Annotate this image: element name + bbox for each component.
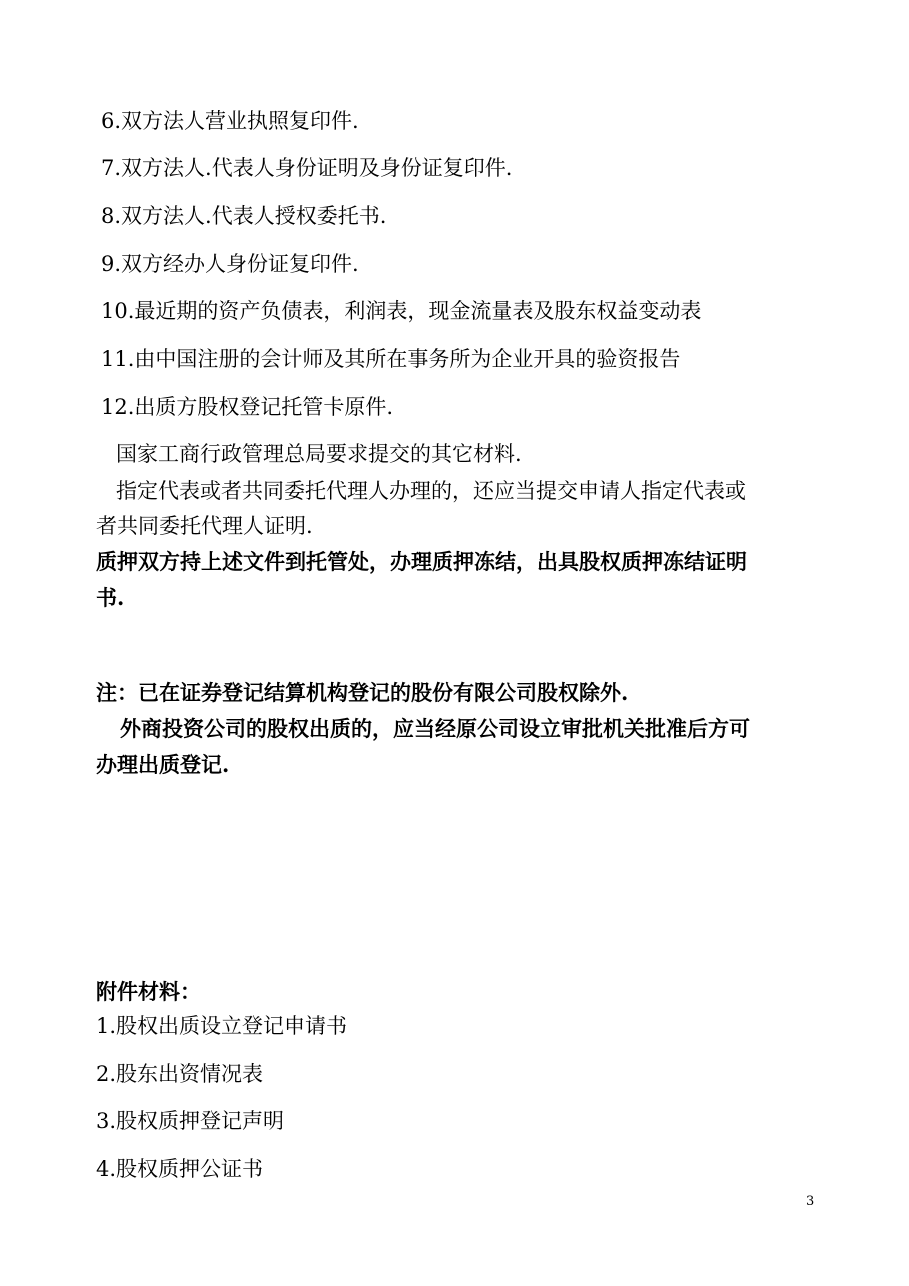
pledge-procedure-line-2: 书.	[96, 585, 125, 610]
list-item-7: 7.双方法人.代表人身份证明及身份证复印件.	[101, 156, 513, 180]
attachment-item-2: 2.股东出资情况表	[96, 1062, 264, 1086]
attachment-item-3: 3.股权质押登记声明	[96, 1109, 285, 1133]
list-item-12: 12.出质方股权登记托管卡原件.	[101, 395, 394, 419]
list-item-9: 9.双方经办人身份证复印件.	[101, 252, 359, 276]
list-item-10: 10.最近期的资产负债表，利润表，现金流量表及股东权益变动表	[101, 299, 702, 323]
note-line-1: 注：已在证券登记结算机构登记的股份有限公司股权除外.	[96, 680, 629, 705]
page-number: 3	[806, 1194, 815, 1209]
other-materials-text: 国家工商行政管理总局要求提交的其它材料.	[116, 442, 522, 466]
note-line-3: 办理出质登记.	[96, 752, 230, 777]
attachment-item-1: 1.股权出质设立登记申请书	[96, 1014, 348, 1038]
list-item-8: 8.双方法人.代表人授权委托书.	[101, 204, 387, 228]
designated-rep-line-1: 指定代表或者共同委托代理人办理的，还应当提交申请人指定代表或	[116, 479, 746, 503]
pledge-procedure-line-1: 质押双方持上述文件到托管处，办理质押冻结，出具股权质押冻结证明	[96, 549, 747, 574]
attachment-item-4: 4.股权质押公证书	[96, 1157, 264, 1181]
designated-rep-line-2: 者共同委托代理人证明.	[96, 514, 313, 538]
attachments-heading: 附件材料：	[96, 979, 201, 1004]
note-line-2: 外商投资公司的股权出质的，应当经原公司设立审批机关批准后方可	[120, 716, 750, 741]
list-item-6: 6.双方法人营业执照复印件.	[101, 109, 359, 133]
list-item-11: 11.由中国注册的会计师及其所在事务所为企业开具的验资报告	[101, 347, 681, 371]
